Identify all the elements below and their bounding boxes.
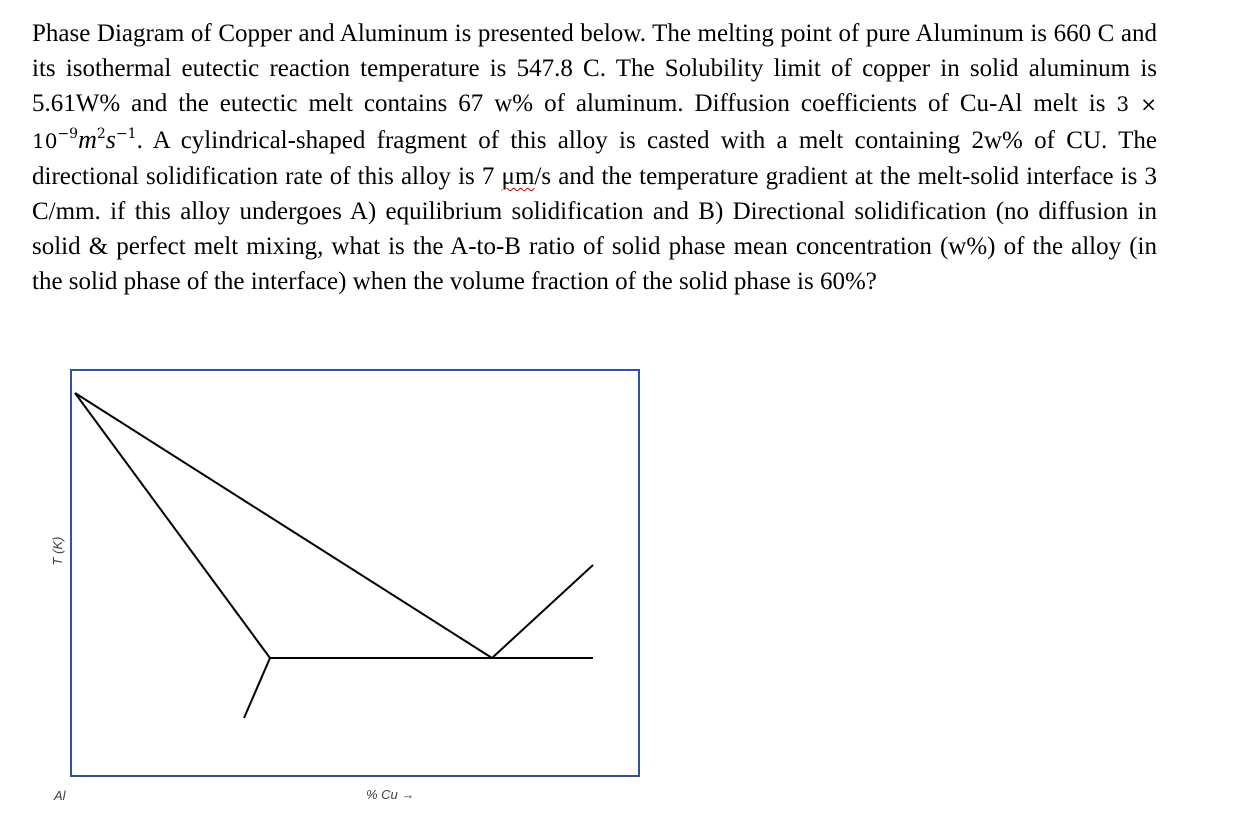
liquidus-line — [75, 393, 492, 658]
coef-unit-s: s — [105, 125, 116, 154]
x-axis-origin-label: Al — [54, 788, 66, 803]
coef-exponent: −9 — [57, 126, 79, 142]
micrometer-unit: μm — [501, 163, 535, 190]
coef-unit-m-exponent: 2 — [96, 126, 106, 142]
problem-text-part-2: . A cylindrical-shaped fragment of this alloy is casted with a melt containing 2w% of CU. The directional solidification rate of this alloy is 7 — [32, 127, 1157, 190]
coef-unit-s-exponent: −1 — [115, 126, 137, 142]
coef-mantissa: 3 × 10 — [32, 92, 1158, 153]
diagram-frame — [71, 370, 639, 776]
theta-liquidus-line — [492, 565, 593, 658]
coef-unit-m: m — [78, 125, 97, 154]
problem-text-part-1: Phase Diagram of Copper and Aluminum is presented below. The melting point of pure Aluminum is 660 C and its isothermal eutectic reaction temperature is 547.8 C. The Solubility limit of copper in solid aluminum is 5.61W% and the eutectic melt contains 67 w% of aluminum. Diffusion coefficients of Cu-Al melt is — [32, 20, 1157, 117]
y-axis-label: T (K) — [50, 536, 65, 566]
solidus-line — [75, 393, 270, 658]
x-axis-label: % Cu → — [366, 787, 415, 802]
solvus-line — [244, 658, 270, 718]
problem-text-part-3: /s and the temperature gradient at the melt-solid interface is 3 C/mm. if this alloy undergoes A) equilibrium solidification and B) Directional solidification (no diffusion in solid & perfect melt mixing, what is the A-to-B ratio of solid phase mean concentration (w%) of the alloy (in the solid phase of the interface) when the volume fraction of the solid phase is 60%? — [32, 163, 1157, 295]
